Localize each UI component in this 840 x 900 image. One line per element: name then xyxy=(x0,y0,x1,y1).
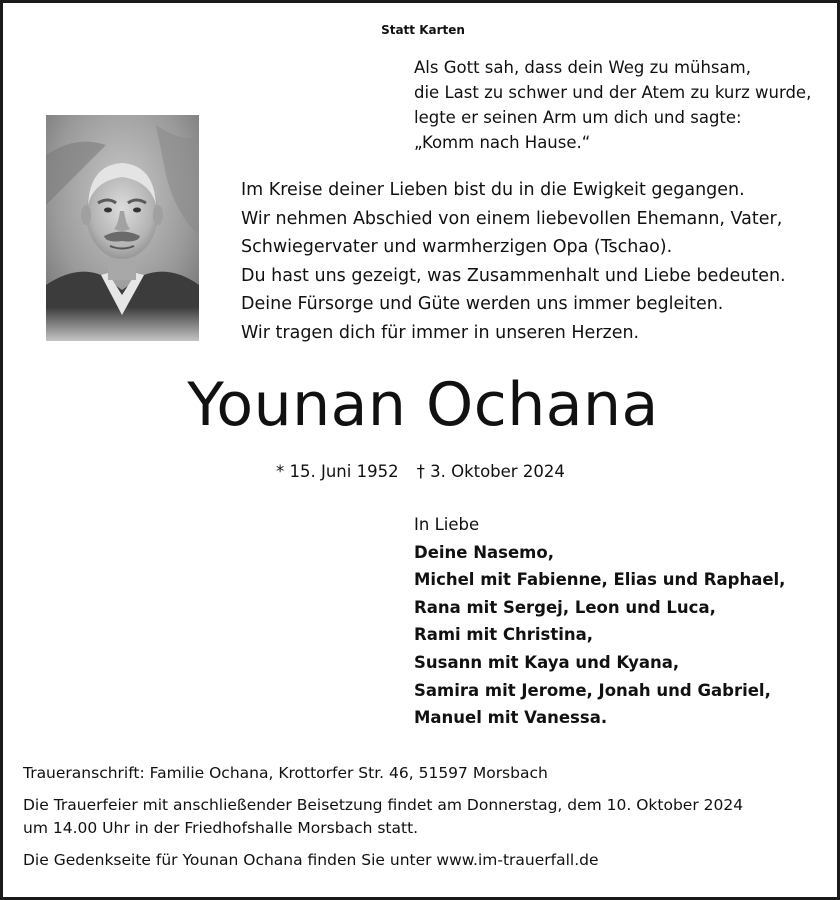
life-dates xyxy=(276,460,583,484)
birth-date: * 15. Juni 1952 xyxy=(276,462,399,481)
ceremony-line: Die Trauerfeier mit anschließender Beisetzung findet am Donnerstag, dem 10. Oktober 2024 xyxy=(23,796,744,814)
mourning-address: Traueranschrift: Familie Ochana, Krottorfer Str. 46, 51597 Morsbach xyxy=(23,764,548,782)
family-member: Manuel mit Vanessa. xyxy=(414,708,608,728)
ceremony-line: um 14.00 Uhr in der Friedhofshalle Morsbach statt. xyxy=(23,819,419,837)
family-member: Deine Nasemo, xyxy=(414,542,554,562)
footer-info xyxy=(23,762,743,881)
memorial-page-info: Die Gedenkseite für Younan Ochana finden Sie unter www.im-trauerfall.de xyxy=(23,851,599,869)
tribute-line: Du hast uns gezeigt, was Zusammenhalt und Liebe bedeuten. xyxy=(241,265,786,286)
poem-line: legte er seinen Arm um dich und sagte: xyxy=(414,108,742,127)
portrait-photo xyxy=(46,115,199,341)
tribute-line: Wir tragen dich für immer in unseren Herzen. xyxy=(241,322,640,343)
death-date: † 3. Oktober 2024 xyxy=(416,462,565,481)
poem-line: Als Gott sah, dass dein Weg zu mühsam, xyxy=(414,58,751,77)
poem-line: die Last zu schwer und der Atem zu kurz wurde, xyxy=(414,83,812,102)
tribute-line: Deine Fürsorge und Güte werden uns immer begleiten. xyxy=(241,294,724,314)
ceremony-info xyxy=(23,794,743,840)
family-member: Samira mit Jerome, Jonah und Gabriel, xyxy=(414,680,771,700)
family-signatures xyxy=(414,511,785,732)
poem-line: „Komm nach Hause.“ xyxy=(414,133,591,152)
family-member: Rami mit Christina, xyxy=(414,625,594,645)
family-member: Susann mit Kaya und Kyana, xyxy=(414,652,680,672)
family-intro: In Liebe xyxy=(414,515,480,534)
header-note: Statt Karten xyxy=(381,23,465,37)
tribute-line: Wir nehmen Abschied von einem liebevollen Ehemann, Vater, xyxy=(241,208,783,229)
poem xyxy=(414,55,811,155)
family-member: Michel mit Fabienne, Elias und Raphael, xyxy=(414,570,786,590)
tribute-line: Schwiegervater und warmherzigen Opa (Tschao). xyxy=(241,237,673,257)
tribute-text xyxy=(241,176,786,347)
family-member: Rana mit Sergej, Leon und Luca, xyxy=(414,597,716,617)
tribute-line: Im Kreise deiner Lieben bist du in die Ewigkeit gegangen. xyxy=(241,180,745,200)
deceased-name: Younan Ochana xyxy=(187,370,659,440)
